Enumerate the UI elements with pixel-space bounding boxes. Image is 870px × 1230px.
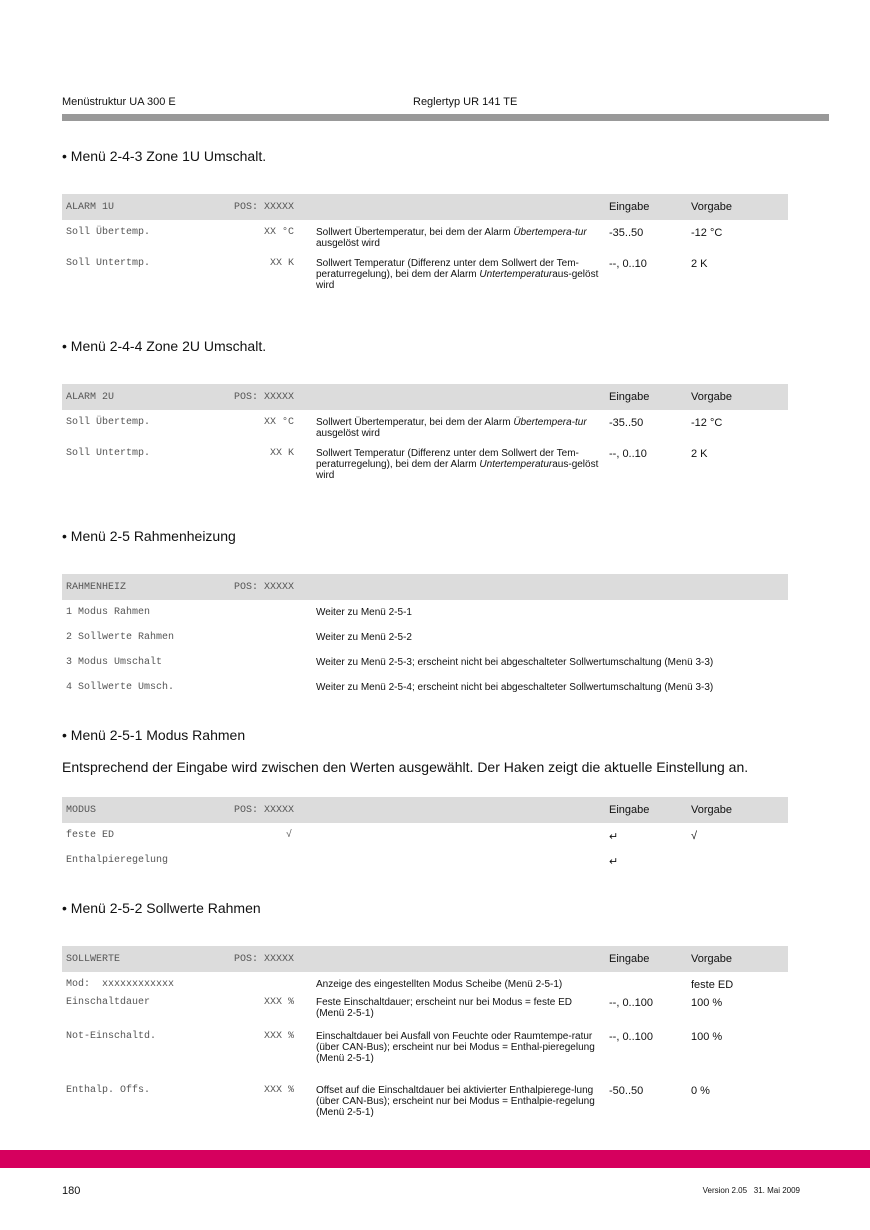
submenu-name: 1 Modus Rahmen [66,607,151,618]
header-controller-type: Reglertyp UR 141 TE [413,96,518,108]
pos-label: POS: XXXXX [233,805,294,816]
param-description: Sollwert Temperatur (Differenz unter dem Sollwert der Tem-peraturregelung), bei dem der Alarm Untertemperaturaus-gelöst wird [316,448,599,481]
pos-label: POS: XXXXX [233,954,294,965]
param-vorgabe: 100 % [691,997,723,1009]
param-vorgabe: 0 % [691,1085,710,1097]
version-date: Version 2.05 31. Mai 2009 [702,1186,800,1195]
param-description: Sollwert Übertemperatur, bei dem der Alarm Übertempera-tur ausgelöst wird [316,227,587,249]
param-unit: XXX % [263,1085,294,1096]
enter-key-icon: ↵ [609,856,619,868]
option-name: feste ED [66,830,115,841]
submenu-description: Weiter zu Menü 2-5-1 [316,607,412,618]
section-title-2-4-3: • Menü 2-4-3 Zone 1U Umschalt. [62,148,267,164]
option-name: Enthalpieregelung [66,855,169,866]
checkmark-icon: √ [691,830,698,842]
col-eingabe: Eingabe [609,953,650,965]
table-row [62,625,788,650]
table-header [62,574,788,600]
param-eingabe: --, 0..100 [609,1031,654,1043]
section-title-2-5-1: • Menü 2-5-1 Modus Rahmen [62,727,246,743]
param-name: Soll Übertemp. [66,417,151,428]
table-row [62,1031,788,1085]
table-row [62,650,788,675]
menu-name: ALARM 2U [66,391,115,403]
param-name: Soll Untertmp. [66,258,151,269]
param-unit: XX K [269,448,294,459]
param-name: Soll Übertemp. [66,227,151,238]
pos-label: POS: XXXXX [233,202,294,213]
table-rahmenheiz [62,574,788,700]
checkmark-icon: √ [285,830,292,841]
col-vorgabe: Vorgabe [691,201,732,213]
col-vorgabe: Vorgabe [691,804,732,816]
table-row [62,258,788,306]
col-eingabe: Eingabe [609,804,650,816]
param-name: Enthalp. Offs. [66,1085,151,1096]
footer-band [0,1150,870,1168]
param-vorgabe: 2 K [691,448,708,460]
param-eingabe: --, 0..10 [609,448,647,460]
submenu-name: 4 Sollwerte Umsch. [66,682,175,693]
param-name: Not-Einschaltd. [66,1031,157,1042]
param-eingabe: -35..50 [609,417,644,429]
param-eingabe: --, 0..100 [609,997,654,1009]
menu-name: MODUS [66,804,97,816]
param-unit: XXX % [263,997,294,1008]
param-unit: XX K [269,258,294,269]
submenu-description: Weiter zu Menü 2-5-3; erscheint nicht bei abgeschalteter Sollwertumschaltung (Menü 3-3) [316,657,714,668]
col-vorgabe: Vorgabe [691,953,732,965]
submenu-description: Weiter zu Menü 2-5-2 [316,632,412,643]
section-title-2-5: • Menü 2-5 Rahmenheizung [62,528,236,544]
table-header [62,797,788,823]
param-description: Offset auf die Einschaltdauer bei aktivierter Enthalpierege-lung (über CAN-Bus); erscheint nur bei Modus = Enthalpie-regelung (Menü 2-5-1) [316,1085,595,1118]
param-name: Soll Untertmp. [66,448,151,459]
table-row [62,1085,788,1129]
col-eingabe: Eingabe [609,201,650,213]
enter-key-icon: ↵ [609,831,619,843]
col-vorgabe: Vorgabe [691,391,732,403]
param-description: Einschaltdauer bei Ausfall von Feuchte oder Raumtempe-ratur (über CAN-Bus); erscheint nur bei Modus = Enthal-pieregelung (Menü 2-5-1) [316,1031,595,1064]
table-alarm-2u [62,384,788,496]
table-alarm-1u [62,194,788,306]
menu-name: RAHMENHEIZ [66,581,127,593]
section-paragraph: Entsprechend der Eingabe wird zwischen den Werten ausgewählt. Der Haken zeigt die aktuelle Einstellung an. [62,759,749,775]
param-eingabe: --, 0..10 [609,258,647,270]
table-row [62,220,788,258]
param-vorgabe: 100 % [691,1031,723,1043]
param-name: Einschaltdauer [66,997,151,1008]
section-title-2-5-2: • Menü 2-5-2 Sollwerte Rahmen [62,900,261,916]
table-row [62,675,788,700]
param-unit: XXX % [263,1031,294,1042]
table-header [62,384,788,410]
pos-label: POS: XXXXX [233,392,294,403]
submenu-name: 3 Modus Umschalt [66,657,163,668]
param-name: Mod: xxxxxxxxxxxx [66,979,175,990]
submenu-description: Weiter zu Menü 2-5-4; erscheint nicht bei abgeschalteter Sollwertumschaltung (Menü 3-3) [316,682,714,693]
table-header [62,946,788,972]
col-eingabe: Eingabe [609,391,650,403]
table-row [62,448,788,496]
param-description: Sollwert Übertemperatur, bei dem der Alarm Übertempera-tur ausgelöst wird [316,417,587,439]
param-description: Anzeige des eingestellten Modus Scheibe (Menü 2-5-1) [316,979,563,990]
param-vorgabe: 2 K [691,258,708,270]
table-row [62,848,788,873]
param-vorgabe: -12 °C [691,417,723,429]
param-description: Feste Einschaltdauer; erscheint nur bei Modus = feste ED (Menü 2-5-1) [316,997,572,1019]
param-eingabe: -35..50 [609,227,644,239]
submenu-name: 2 Sollwerte Rahmen [66,632,175,643]
header-rule [62,114,829,121]
table-row [62,823,788,848]
table-modus [62,797,788,873]
param-vorgabe: feste ED [691,979,734,991]
param-unit: XX °C [263,227,294,238]
param-eingabe: -50..50 [609,1085,644,1097]
table-row [62,972,788,997]
table-header [62,194,788,220]
pos-label: POS: XXXXX [233,582,294,593]
param-unit: XX °C [263,417,294,428]
menu-name: ALARM 1U [66,201,115,213]
table-row [62,410,788,448]
param-vorgabe: -12 °C [691,227,723,239]
table-row [62,997,788,1031]
table-row [62,600,788,625]
section-title-2-4-4: • Menü 2-4-4 Zone 2U Umschalt. [62,338,267,354]
param-eingabe [609,972,691,997]
page-number: 180 [62,1185,81,1197]
header-doc-title: Menüstruktur UA 300 E [62,96,176,108]
param-description: Sollwert Temperatur (Differenz unter dem Sollwert der Tem-peraturregelung), bei dem der Alarm Untertemperaturaus-gelöst wird [316,258,599,291]
table-sollwerte [62,946,788,1129]
menu-name: SOLLWERTE [66,953,121,965]
